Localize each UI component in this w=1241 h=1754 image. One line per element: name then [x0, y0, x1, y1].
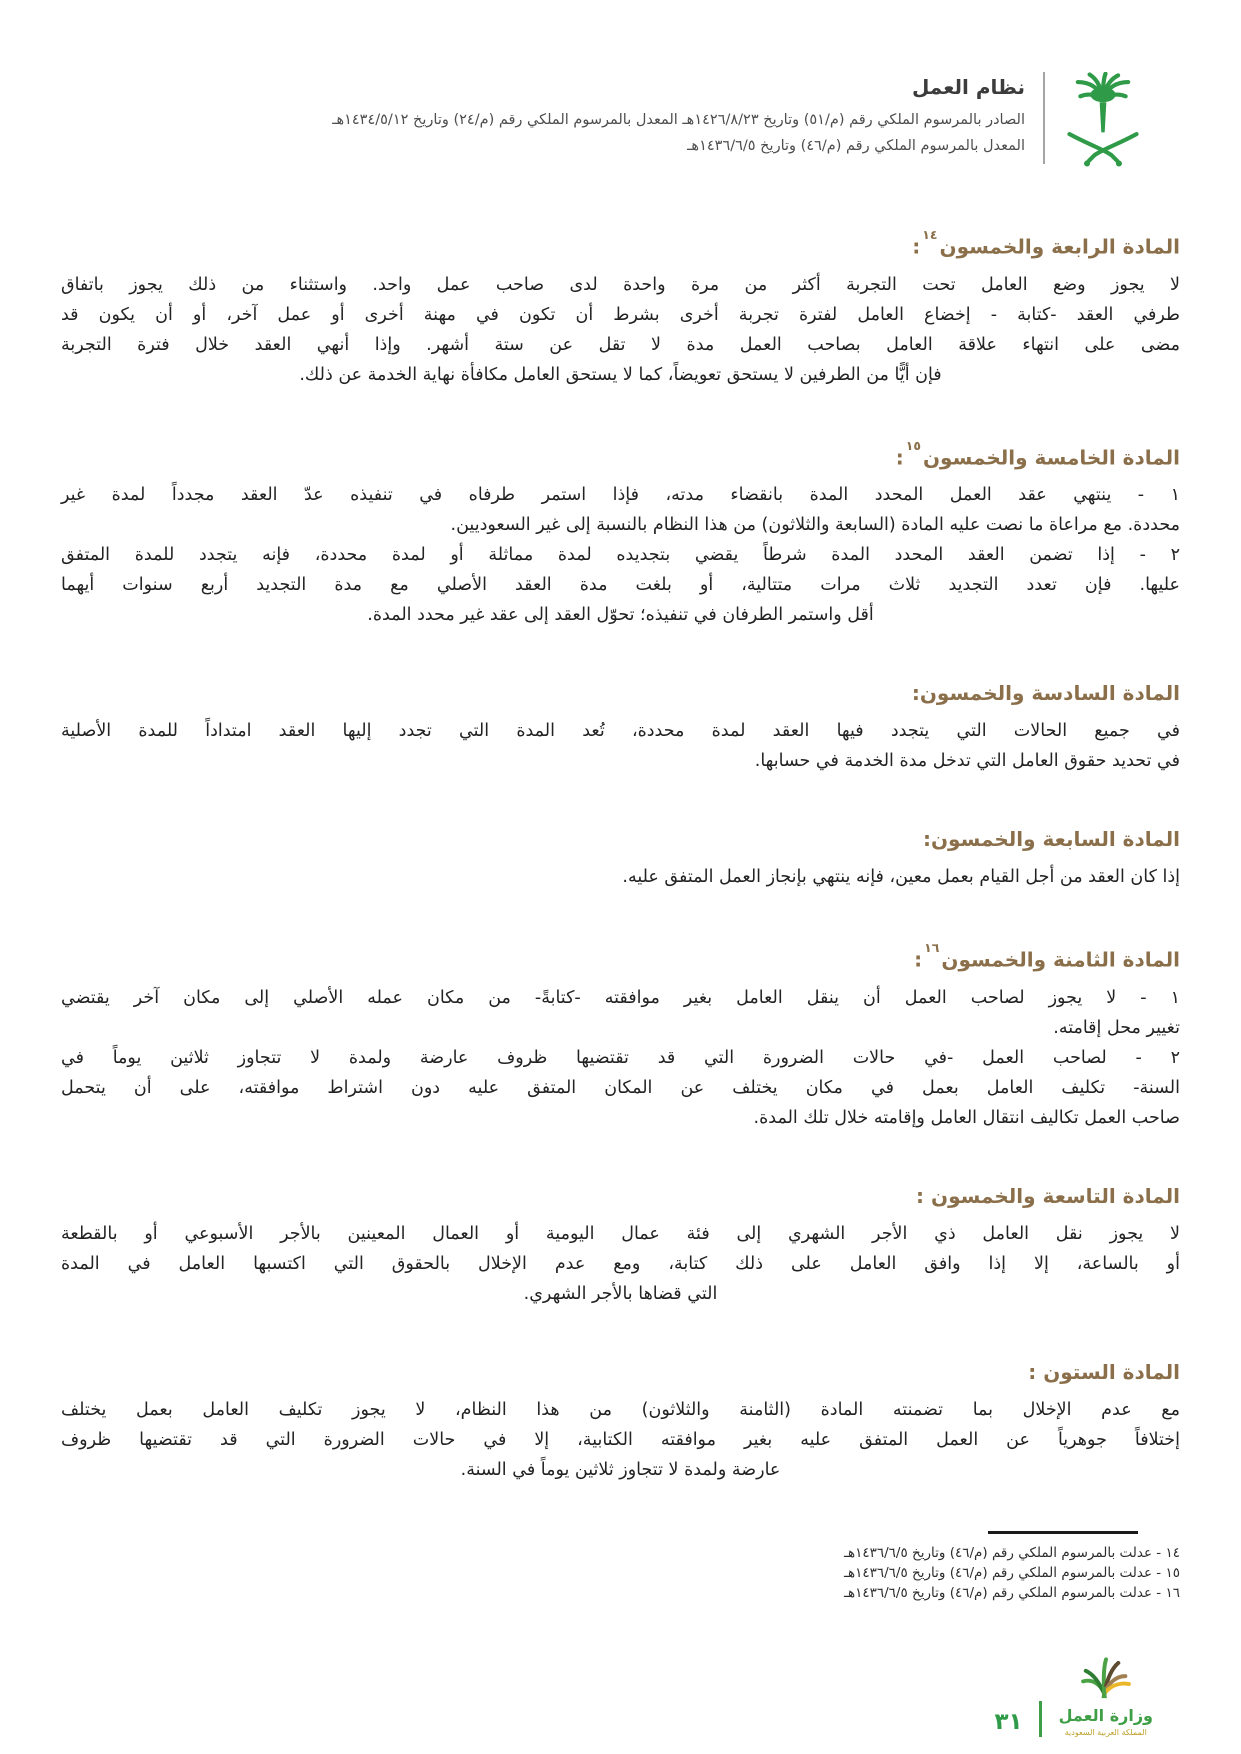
article-text-line: مضى على انتهاء علاقة العامل بصاحب العمل مدة لا تقل عن ستة أشهر. وإذا أنهي العقد خلال فترة التجربة	[61, 334, 1180, 355]
footnote-ref: ١٤	[922, 227, 938, 242]
article-section	[61, 940, 1180, 1133]
article-heading	[61, 1357, 1180, 1387]
footnotes-block	[0, 1531, 1241, 1604]
article-heading-text: المادة الستون	[1043, 1359, 1180, 1384]
article-text-line: إذا كان العقد من أجل القيام بعمل معين، فإنه ينتهي بإنجاز العمل المتفق عليه.	[622, 867, 1180, 888]
article-heading-colon: :	[914, 947, 923, 972]
footnote-divider	[988, 1531, 1138, 1535]
page-footer	[0, 1603, 1241, 1737]
article-heading	[61, 438, 1180, 473]
article-text-line: التي قضاها بالأجر الشهري.	[523, 1283, 718, 1304]
article-heading	[61, 227, 1180, 262]
ministry-palm-icon	[1077, 1655, 1135, 1703]
article-text-line: طرفي العقد -كتابة - إخضاع العامل لفترة تجربة أخرى بشرط أن تكون في مهنة أخرى أو عمل آخر، أو أن يكون قد	[61, 304, 1180, 325]
article-text-line: تغيير محل إقامته.	[1053, 1017, 1180, 1038]
article-text-line: السنة- تكليف العامل بعمل في مكان يختلف عن المكان المتفق عليه دون اشتراط موافقته، على أن يتحمل	[61, 1077, 1180, 1098]
article-heading-colon: :	[1028, 1359, 1044, 1384]
header-text-block	[332, 70, 1025, 159]
article-heading-colon: :	[916, 1183, 932, 1208]
footnote-line: ١٤ - عدلت بالمرسوم الملكي رقم (م/٤٦) وتاريخ ١٤٣٦/٦/٥هـ	[844, 1545, 1180, 1562]
article-text-line: لا يجوز وضع العامل تحت التجربة أكثر من مرة واحدة لدى صاحب عمل واحد. واستثناء من ذلك يجوز باتفاق	[61, 274, 1180, 295]
document-header	[0, 0, 1241, 175]
article-text-line: لا يجوز نقل العامل ذي الأجر الشهري إلى فئة عمال اليومية أو العمال المعينين بالأجر الأسبوعي أو بالقطعة	[61, 1223, 1180, 1244]
page-number: ٣١	[994, 1709, 1023, 1736]
saudi-emblem-icon	[1061, 72, 1145, 175]
article-text-line: أقل واستمر الطرفان في تنفيذه؛ تحوّل العقد إلى عقد غير محدد المدة.	[367, 605, 874, 626]
ministry-name: وزارة العمل	[1058, 1706, 1153, 1726]
article-heading-colon: :	[922, 827, 931, 852]
article-text-line: عليها. فإن تعدد التجديد ثلاث مرات متتالية، أو بلغت مدة العقد الأصلي مع مدة التجديد أربع سنوات أيهما	[61, 575, 1180, 596]
article-text-line: فإن أيًّا من الطرفين لا يستحق تعويضاً، كما لا يستحق العامل مكافأة نهاية الخدمة عن ذلك.	[299, 364, 942, 385]
article-heading-text: المادة السادسة والخمسون	[919, 681, 1180, 706]
article-heading-text: المادة التاسعة والخمسون	[931, 1183, 1180, 1208]
article-text-line: محددة. مع مراعاة ما نصت عليه المادة (السابعة والثلاثون) من هذا النظام بالنسبة إلى غير السعوديين.	[450, 515, 1180, 536]
article-text-line: في جميع الحالات التي يتجدد فيها العقد لمدة محددة، تُعد المدة التي تجدد إليها العقد امتداداً للمدة الأصلية	[61, 721, 1180, 742]
article-section	[61, 824, 1180, 892]
article-section	[61, 227, 1180, 390]
article-section	[61, 1181, 1180, 1309]
article-text-line: ٢ - لصاحب العمل -في حالات الضرورة التي قد تقتضيها ظروف عارضة ولمدة لا تتجاوز ثلاثين يوماً في	[61, 1047, 1180, 1068]
article-section	[61, 678, 1180, 776]
header-divider	[1043, 72, 1045, 164]
footnote-ref: ١٥	[905, 437, 921, 453]
article-text-line: ١ - ينتهي عقد العمل المحدد المدة بانقضاء مدته، فإذا استمر طرفاه في تنفيذه عدّ العقد مجدداً لمدة غير	[61, 485, 1180, 506]
article-heading-colon: :	[912, 234, 921, 259]
article-heading-text: المادة الخامسة والخمسون	[922, 445, 1180, 470]
article-text-line: مع عدم الإخلال بما تضمنته المادة (الثامنة والثلاثون) من هذا النظام، لا يجوز تكليف العامل بعمل يختلف	[61, 1399, 1180, 1420]
footnote-ref: ١٦	[924, 940, 940, 956]
ministry-logo	[1059, 1655, 1153, 1737]
article-heading-colon: :	[911, 681, 920, 706]
footnotes-list	[61, 1543, 1180, 1603]
article-heading-text: المادة السابعة والخمسون	[930, 827, 1180, 852]
footnote-line: ١٦ - عدلت بالمرسوم الملكي رقم (م/٤٦) وتاريخ ١٤٣٦/٦/٥هـ	[844, 1585, 1180, 1602]
document-subtitle-line-2: المعدل بالمرسوم الملكي رقم (م/٤٦) وتاريخ ١٤٣٦/٦/٥هـ	[687, 138, 1025, 154]
document-subtitle-line-1: الصادر بالمرسوم الملكي رقم (م/٥١) وتاريخ ١٤٢٦/٨/٢٣هـ المعدل بالمرسوم الملكي رقم (م/٢٤) وتاريخ ١٤٣٤/٥/١٢هـ	[332, 112, 1025, 128]
article-text-line: أو بالساعة، إلا إذا وافق العامل على ذلك كتابة، ومع عدم الإخلال بالحقوق التي اكتسبها العامل في المدة	[61, 1253, 1180, 1274]
articles-container	[0, 227, 1241, 1485]
article-section	[61, 438, 1180, 631]
page-number-divider	[1039, 1701, 1042, 1737]
article-text-line: في تحديد حقوق العامل التي تدخل مدة الخدمة في حسابها.	[754, 751, 1180, 772]
article-heading-text: المادة الثامنة والخمسون	[941, 947, 1180, 972]
article-heading-colon: :	[895, 445, 904, 470]
article-heading	[61, 940, 1180, 975]
document-title: نظام العمل	[911, 75, 1025, 99]
article-section	[61, 1357, 1180, 1485]
article-heading-text: المادة الرابعة والخمسون	[939, 234, 1180, 259]
article-text-line: ٢ - إذا تضمن العقد المحدد المدة شرطاً يقضي بتجديده لمدة مماثلة أو لمدة محددة، فإنه يتجدد للمدة المتفق	[61, 545, 1180, 566]
article-heading	[61, 824, 1180, 854]
footnote-line: ١٥ - عدلت بالمرسوم الملكي رقم (م/٤٦) وتاريخ ١٤٣٦/٦/٥هـ	[844, 1565, 1180, 1582]
article-heading	[61, 1181, 1180, 1211]
article-text-line: صاحب العمل تكاليف انتقال العامل وإقامته خلال تلك المدة.	[753, 1107, 1180, 1128]
article-text-line: عارضة ولمدة لا تتجاوز ثلاثين يوماً في السنة.	[460, 1459, 781, 1480]
article-heading	[61, 678, 1180, 708]
article-text-line: ١ - لا يجوز لصاحب العمل أن ينقل العامل بغير موافقته -كتابةً- من مكان عمله الأصلي إلى مكان آخر يقتضي	[61, 987, 1180, 1008]
ministry-country: المملكة العربية السعودية	[1064, 1728, 1147, 1738]
article-text-line: إختلافاً جوهرياً عن العمل المتفق عليه بغير موافقته الكتابية، إلا في حالات الضرورة التي قد تقتضيها ظروف	[61, 1429, 1180, 1450]
